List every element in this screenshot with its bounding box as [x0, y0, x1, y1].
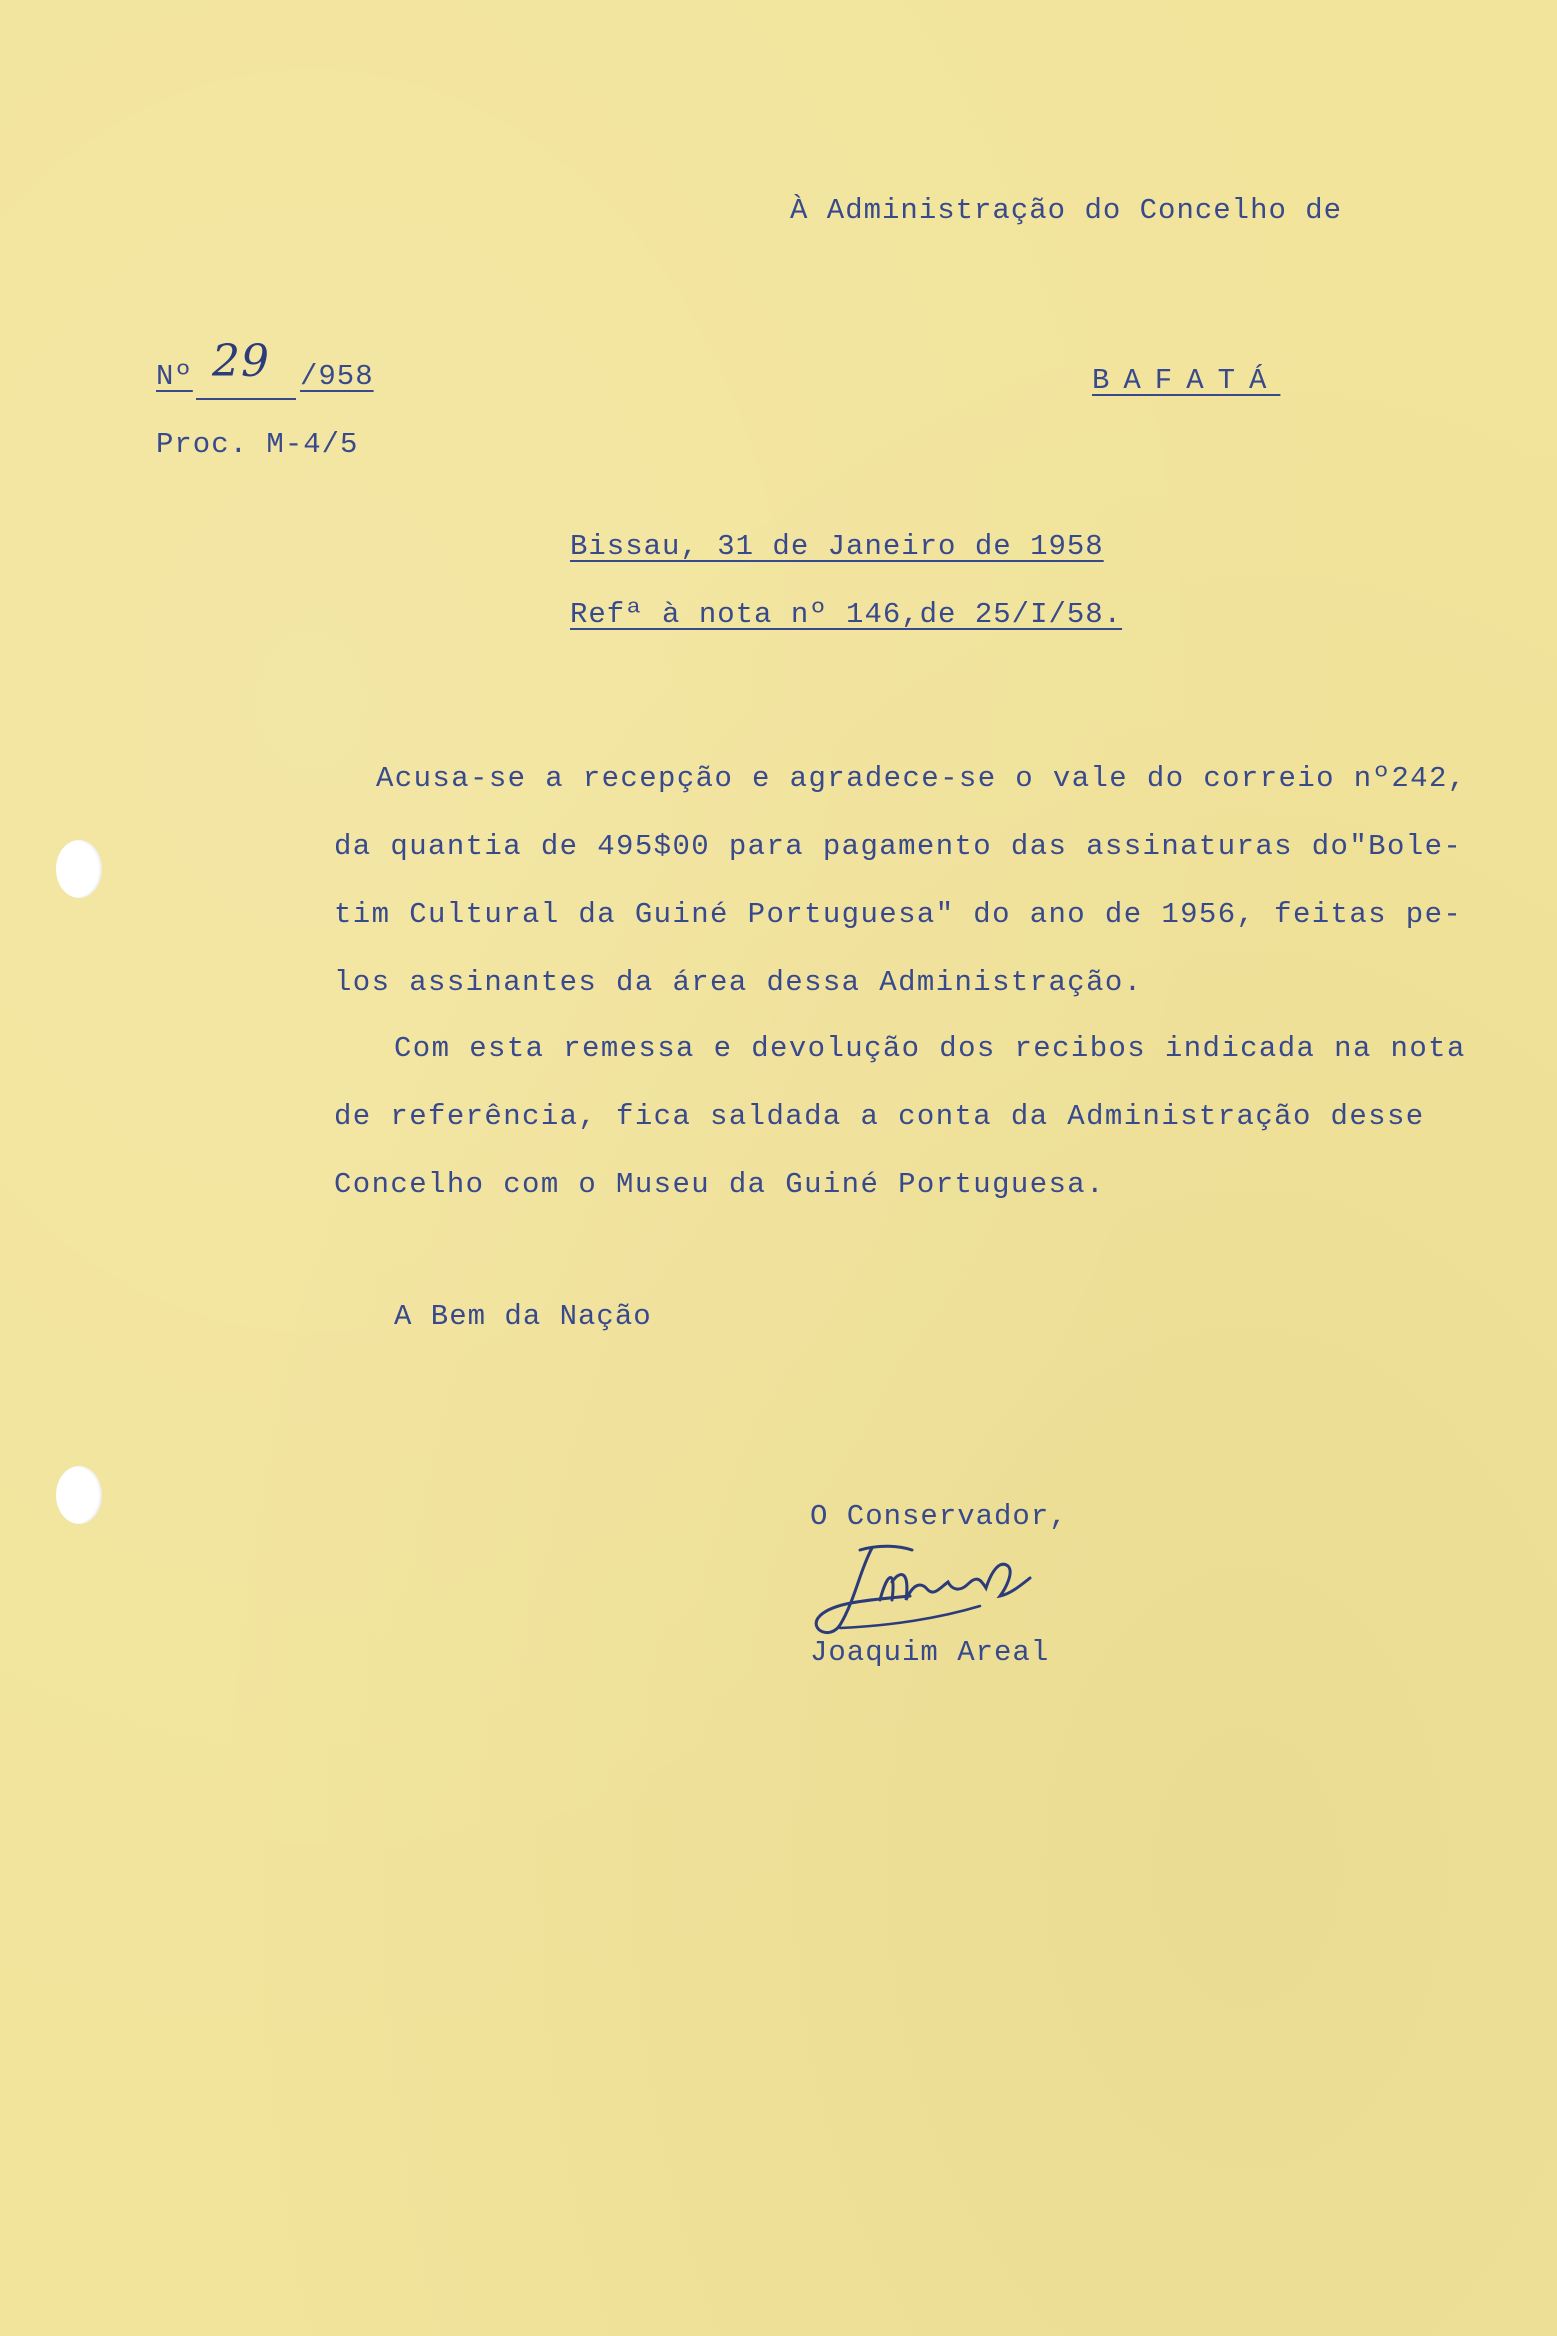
handwritten-number: 29 [212, 336, 270, 387]
place-name: BAFATÁ [1092, 364, 1281, 397]
signer-name: Joaquim Areal [810, 1636, 1050, 1669]
body-line-5: Com esta remessa e devolução dos recibos indicada na nota [394, 1032, 1466, 1065]
body-line-7: Concelho com o Museu da Guiné Portuguesa. [334, 1168, 1105, 1201]
closing-salutation: A Bem da Nação [394, 1300, 652, 1333]
body-line-1: Acusa-se a recepção e agradece-se o vale do correio nº242, [376, 762, 1467, 795]
body-line-4: los assinantes da área dessa Administração. [334, 966, 1143, 999]
addressee-line: À Administração do Concelho de [790, 194, 1343, 227]
reference-line: Refª à nota nº 146,de 25/I/58. [570, 598, 1123, 631]
date-line: Bissau, 31 de Janeiro de 1958 [570, 530, 1104, 563]
number-underline [196, 398, 296, 400]
punch-hole-top [56, 840, 102, 898]
body-line-2: da quantia de 495$00 para pagamento das assinaturas do"Bole- [334, 830, 1463, 863]
body-line-6: de referência, fica saldada a conta da Administração desse [334, 1100, 1425, 1133]
signer-title: O Conservador, [810, 1500, 1068, 1533]
signature-image [800, 1530, 1090, 1650]
number-year: /958 [300, 360, 374, 393]
body-line-3: tim Cultural da Guiné Portuguesa" do ano de 1956, feitas pe- [334, 898, 1463, 931]
process-number: Proc. M-4/5 [156, 428, 359, 461]
punch-hole-bottom [56, 1466, 102, 1524]
number-prefix: Nº [156, 360, 193, 393]
